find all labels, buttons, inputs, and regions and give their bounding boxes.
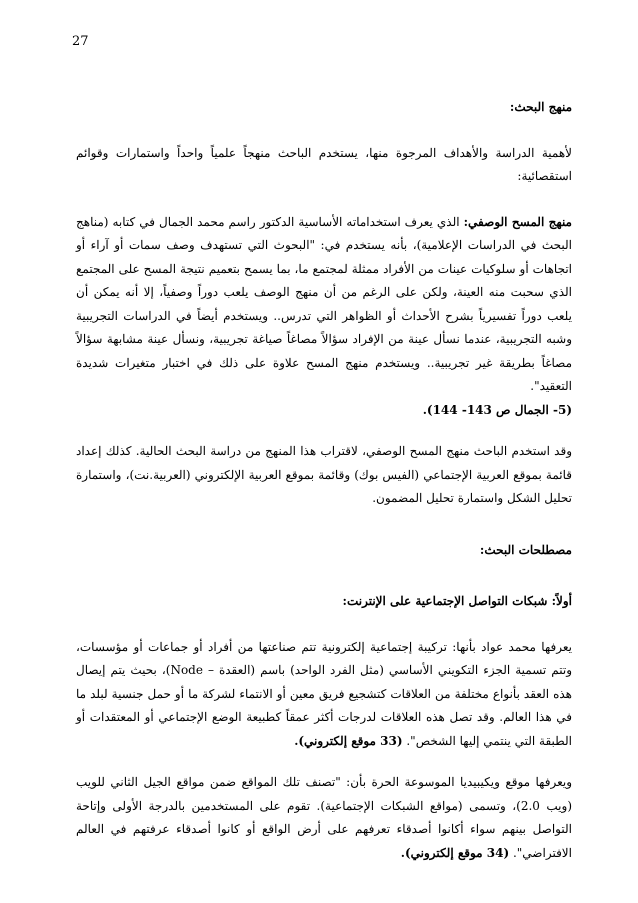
section-heading-method: منهج البحث: — [509, 100, 572, 114]
definition-2-citation: (34 موقع إلكتروني). — [400, 845, 510, 860]
survey-method-paragraph — [76, 211, 572, 423]
definition-1-citation: (33 موقع إلكتروني). — [294, 733, 403, 748]
method-intro: لأهمية الدراسة والأهداف المرجوة منها، يستخدم الباحث منهجاً علمياً واحداً واستمارات وقوائم استقصائية: — [76, 145, 572, 183]
usage-paragraph: وقد استخدم الباحث منهج المسح الوصفي، لاقتراب هذا المنهج من دراسة البحث الحالية. كذلك إعداد قائمة بموقع العربية الإجتماعي (الفيس بوك) وقائمة بموقع العربية الإلكتروني (العربية.نت)، واستمارة تحليل الشكل واستمارة تحليل المضمون. — [76, 444, 572, 505]
survey-method-text: الذي يعرف استخداماته الأساسية الدكتور راسم محمد الجمال في كتابه (مناهج البحث في الدراسات الإعلامية)، بأنه يستخدم في: "البحوث التي تستهدف وصف سمات أو آراء أو اتجاهات أو سلوكيات عينات من الأفراد ممثلة لمجتمع ما، بما يسمح بتعميم نتيجة المسح على المجتمع الذي سحبت منه العينة، ولكن على الرغم من أن منهج الوصف يلعب دوراً وصفياً، إلا أنه يمكن أن يلعب دوراً تفسيرياً بشرح الأحداث أو الظواهر التي تدرس.. ويستخدم أيضاً في الدراسات التجريبية وشبه التجريبية، عندما نسأل عينة من الإفراد سؤالاً مصاغاً صياغة تجريبية، ونسأل عينة مشابهة سؤالاً مصاغاً بطريقة غير تجريبية.. ويستخدم منهج المسح علاوة على ذلك في اختبار متغيرات شديدة التعقيد". — [76, 214, 572, 393]
definition-paragraph-1 — [76, 636, 572, 754]
page-number: 27 — [72, 34, 89, 49]
definition-paragraph-2 — [76, 771, 572, 865]
definition-2-text: ويعرفها موقع ويكيبيديا الموسوعة الحرة بأن: "تصنف تلك المواقع ضمن مواقع الجيل الثاني للويب (ويب 2.0)، وتسمى (مواقع الشبكات الإجتماعية). تقوم على المستخدمين بالدرجة الأولى وإتاحة التواصل بينهم سواء أكانوا أصدقاء تعرفهم على أرض الواقع أو كانوا أصدقاء عرفتهم في العالم الافتراضي". — [76, 775, 572, 860]
subheading-social-networks: أولاً: شبكات التواصل الإجتماعية على الإنترنت: — [342, 594, 572, 608]
definition-1-text: يعرفها محمد عواد بأنها: تركيبة إجتماعية إلكترونية تتم صناعتها من أفراد أو جماعات أو مؤسسات، وتتم تسمية الجزء التكويني الأساسي (مثل الفرد الواحد) باسم (العقدة – Node)، بحيث يتم إيصال هذه العقد بأنواع مختلفة من العلاقات كتشجيع فريق معين أو الانتماء لشركة ما أو حمل جنسية لبلد ما في هذا العالم. وقد تصل هذه العلاقات لدرجات أكثر عمقاً كطبيعة الوضع الإجتماعي أو المعتقدات أو الطبقة التي ينتمي إليها الشخص". — [76, 639, 572, 748]
survey-method-term: منهج المسح الوصفي: — [463, 214, 572, 229]
survey-method-citation: (5- الجمال ص 143- 144). — [422, 402, 572, 417]
section-heading-terms: مصطلحات البحث: — [479, 542, 572, 557]
document-body — [76, 96, 572, 865]
